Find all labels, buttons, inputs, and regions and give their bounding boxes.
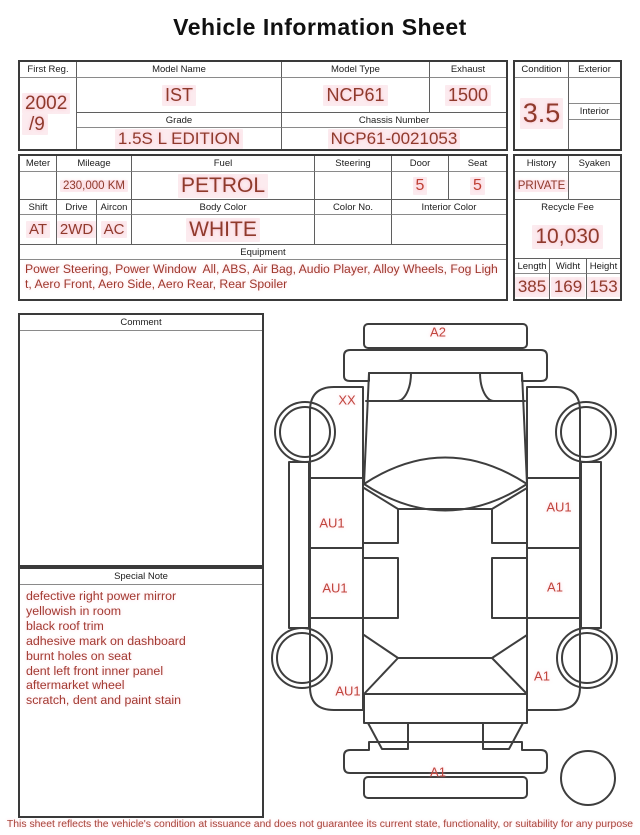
model-name-value: IST [77,78,282,113]
meter-label: Meter [20,156,57,172]
aircon-label: Aircon [97,200,132,215]
color-no-value [315,215,392,245]
mileage-label: Mileage [57,156,132,172]
recycle-fee-label: Recycle Fee [541,202,594,213]
door-value: 5 [392,172,449,200]
drive-value: 2WD [57,215,97,245]
disclaimer-text: This sheet reflects the vehicle's condition at issuance and does not guarantee its current state, functionality, or suitability for any purpose [6,819,634,830]
damage-marker-left-front-door: AU1 [319,515,345,531]
shift-label: Shift [20,200,57,215]
comment-label: Comment [20,315,262,331]
exhaust-value: 1500 [430,78,506,113]
grade-label: Grade [77,113,282,128]
drive-label: Drive [57,200,97,215]
car-outline-drawing [270,310,640,815]
special-note-panel [18,567,264,818]
interior-value [569,120,620,149]
shift-value: AT [20,215,57,245]
damage-marker-right-rear-door: A1 [547,579,563,595]
damage-marker-right-rear-quarter: A1 [534,668,550,684]
model-type-label: Model Type [282,62,430,78]
damage-marker-left-rear-door: AU1 [322,580,348,596]
seat-label: Seat [449,156,506,172]
width-label: Widht [550,259,587,274]
special-note-line: adhesive mark on dashboard [26,633,186,648]
color-no-label: Color No. [315,200,392,215]
special-note-line: dent left front inner panel [26,663,164,678]
equipment-label: Equipment [20,245,506,260]
damage-marker-front-bumper: A2 [430,324,446,340]
height-value: 153 [587,274,620,299]
history-label: History [515,156,569,172]
aircon-value: AC [97,215,132,245]
steering-value [315,172,392,200]
chassis-number-label: Chassis Number [282,113,506,128]
condition-box [513,60,622,151]
body-color-label: Body Color [132,200,315,215]
comment-panel [18,313,264,567]
seat-value: 5 [449,172,506,200]
length-value: 385 [515,274,550,299]
fuel-value: PETROL [132,172,315,200]
damage-marker-right-front-door: AU1 [546,499,572,515]
comment-body [20,331,262,565]
grade-value: 1.5S L EDITION [77,128,282,149]
special-note-line: defective right power mirror [26,589,177,603]
condition-label: Condition [515,62,569,78]
height-label: Height [587,259,620,274]
history-box [513,154,622,301]
interior-color-label: Interior Color [392,200,506,215]
damage-marker-left-front-fender: XX [338,392,356,408]
special-note-line: aftermarket wheel [26,678,125,693]
syaken-label: Syaken [569,156,620,172]
page-title: Vehicle Information Sheet [173,14,467,40]
syaken-value [569,172,620,200]
steering-label: Steering [315,156,392,172]
spec-table [18,60,508,151]
model-name-label: Model Name [77,62,282,78]
door-label: Door [392,156,449,172]
condition-value: 3.5 [515,78,569,149]
special-note-line: black roof trim [26,618,104,633]
fuel-label: Fuel [132,156,315,172]
car-damage-diagram [270,310,640,815]
special-note-line: yellowish in room [26,603,122,618]
length-label: Length [515,259,550,274]
first-reg-year: 2002 [22,93,70,114]
mileage-value: 230,000 KM [57,172,132,200]
first-reg-label: First Reg. [20,62,77,78]
first-reg-value [20,78,77,149]
history-value: PRIVATE [515,172,569,200]
special-note-line: burnt holes on seat [26,648,132,663]
width-value: 169 [550,274,587,299]
exhaust-label: Exhaust [430,62,506,78]
exterior-value [569,78,620,104]
equipment-value: Power Steering, Power Window All, ABS, Air Bag, Audio Player, Alloy Wheels, Fog Light, Aero Front, Aero Side, Aero Rear, Rear Spoiler [25,262,498,291]
special-note-body [20,585,262,708]
first-reg-month: /9 [22,114,48,135]
body-color-value: WHITE [132,215,315,245]
model-type-value: NCP61 [282,78,430,113]
interior-label: Interior [569,104,620,120]
special-note-line: scratch, dent and paint stain [26,693,181,708]
special-note-label: Special Note [20,569,262,585]
details-table [18,154,508,301]
interior-color-value [392,215,506,245]
damage-marker-left-rear-quarter: AU1 [335,683,361,699]
chassis-number-value: NCP61-0021053 [282,128,506,149]
recycle-fee-value: 10,030 [515,215,620,259]
damage-marker-rear-bumper: A1 [430,764,446,780]
meter-value [20,172,57,200]
exterior-label: Exterior [569,62,620,78]
